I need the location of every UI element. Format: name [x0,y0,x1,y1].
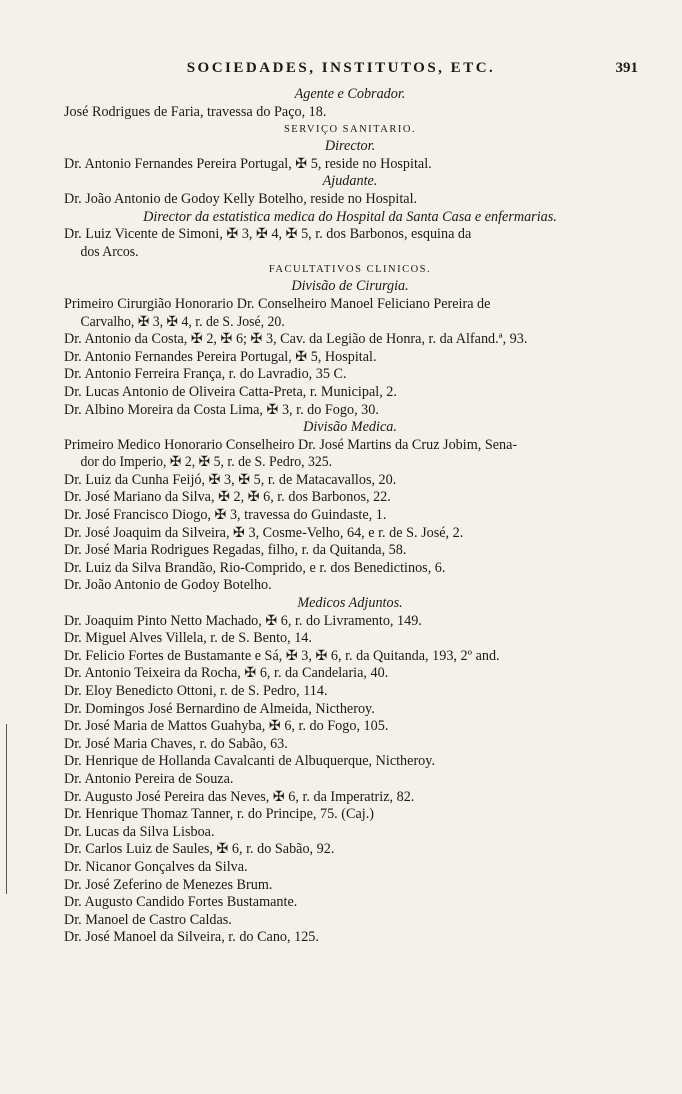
entry-line: Dr. José Francisco Diogo, ✠ 3, travessa do Guindaste, 1. [64,507,387,524]
directory-entry [64,226,636,261]
entry-line: Dr. Antonio da Costa, ✠ 2, ✠ 6; ✠ 3, Cav. da Legião de Honra, r. da Alfand.ª, 93. [64,331,528,348]
directory-entry [64,806,636,824]
entry-line: Dr. Luiz da Cunha Feijó, ✠ 3, ✠ 5, r. de Matacavallos, 20. [64,471,397,488]
entry-line: Dr. Luiz da Silva Brandão, Rio-Comprido, e r. dos Benedictinos, 6. [64,559,446,576]
entry-line: Primeiro Medico Honorario Conselheiro Dr. José Martins da Cruz Jobim, Sena- [64,436,518,453]
entry-line: Dr. José Mariano da Silva, ✠ 2, ✠ 6, r. dos Barbonos, 22. [64,489,391,506]
directory-entry [64,384,636,402]
entry-line: Dr. João Antonio de Godoy Botelho. [64,577,272,594]
directory-entry [64,542,636,560]
entry-line: Dr. José Maria Rodrigues Regadas, filho, r. da Quitanda, 58. [64,542,407,559]
directory-entry [64,191,636,209]
directory-entry [64,912,636,930]
running-title: SOCIEDADES, INSTITUTOS, ETC. [186,60,496,76]
directory-entry [64,894,636,912]
entry-line: Dr. Lucas da Silva Lisboa. [64,823,215,840]
section-heading: FACULTATIVOS CLINICOS. [268,264,432,276]
directory-entry [64,472,636,490]
entry-line: Dr. Manoel de Castro Caldas. [64,911,232,928]
entry-line: Dr. João Antonio de Godoy Kelly Botelho, reside no Hospital. [64,190,418,207]
directory-entry [64,489,636,507]
page-body [64,86,636,947]
section-heading: SERVIÇO SANITARIO. [283,124,417,136]
entry-line: Dr. José Manoel da Silveira, r. do Cano, 125. [64,929,319,946]
directory-entry [64,718,636,736]
entry-line: Dr. José Joaquim da Silveira, ✠ 3, Cosme-Velho, 64, e r. de S. José, 2. [64,524,464,541]
entry-line: Dr. José Zeferino de Menezes Brum. [64,876,273,893]
entry-line: Dr. Felicio Fortes de Bustamante e Sá, ✠ 3, ✠ 6, r. da Quitanda, 193, 2º and. [64,647,500,664]
directory-entry [64,771,636,789]
entry-line: Dr. José Maria de Mattos Guahyba, ✠ 6, r. do Fogo, 105. [64,718,389,735]
directory-entry [64,789,636,807]
directory-entry [64,366,636,384]
entry-line: Dr. Antonio Pereira de Souza. [64,770,234,787]
section-subheading: Ajudante. [322,173,378,190]
directory-entry [64,525,636,543]
section-subheading: Agente e Cobrador. [294,86,406,102]
directory-entry [64,736,636,754]
entry-line: Dr. Luiz Vicente de Simoni, ✠ 3, ✠ 4, ✠ 5, r. dos Barbonos, esquina da [64,226,472,243]
directory-entry [64,859,636,877]
entry-line: Dr. Antonio Fernandes Pereira Portugal, ✠ 5, reside no Hospital. [64,155,432,172]
entry-line: Dr. Domingos José Bernardino de Almeida, Nictheroy. [64,700,375,717]
entry-line: Carvalho, ✠ 3, ✠ 4, r. de S. José, 20. [80,313,285,330]
section-subheading: Director da estatistica medica do Hospital da Santa Casa e enfermarias. [143,208,557,225]
entry-line: Dr. Carlos Luiz de Saules, ✠ 6, r. do Sabão, 92. [64,841,335,858]
entry-line: Dr. Miguel Alves Villela, r. de S. Bento, 14. [64,630,312,647]
directory-entry [64,824,636,842]
directory-entry [64,577,636,595]
page-number: 391 [615,60,638,76]
directory-entry [64,753,636,771]
directory-entry [64,104,636,122]
directory-entry [64,648,636,666]
entry-line: Primeiro Cirurgião Honorario Dr. Conselheiro Manoel Feliciano Pereira de [64,295,491,312]
directory-entry [64,701,636,719]
directory-entry [64,877,636,895]
directory-entry [64,437,636,472]
entry-line: Dr. Joaquim Pinto Netto Machado, ✠ 6, r. do Livramento, 149. [64,612,422,629]
entry-line: Dr. Lucas Antonio de Oliveira Catta-Preta, r. Municipal, 2. [64,383,397,400]
entry-line: Dr. José Maria Chaves, r. do Sabão, 63. [64,735,288,752]
directory-entry [64,683,636,701]
directory-entry [64,630,636,648]
directory-entry [64,331,636,349]
entry-line: dor do Imperio, ✠ 2, ✠ 5, r. de S. Pedro, 325. [80,454,333,471]
directory-entry [64,156,636,174]
entry-line: Dr. Henrique Thomaz Tanner, r. do Principe, 75. (Caj.) [64,806,374,823]
directory-entry [64,349,636,367]
directory-entry [64,841,636,859]
entry-line: dos Arcos. [80,243,139,260]
section-subheading: Director. [324,138,376,155]
directory-entry [64,613,636,631]
directory-entry [64,507,636,525]
margin-mark [6,724,10,894]
section-subheading: Medicos Adjuntos. [297,595,403,612]
directory-entry [64,929,636,947]
page-header [0,58,682,80]
entry-line: Dr. Eloy Benedicto Ottoni, r. de S. Pedro, 114. [64,683,328,699]
section-subheading: Divisão Medica. [303,419,397,436]
directory-entry [64,296,636,331]
entry-line: Dr. Augusto José Pereira das Neves, ✠ 6, r. da Imperatriz, 82. [64,788,415,805]
directory-entry [64,560,636,578]
entry-line: Dr. Albino Moreira da Costa Lima, ✠ 3, r. do Fogo, 30. [64,401,379,418]
entry-line: Dr. Antonio Teixeira da Rocha, ✠ 6, r. da Candelaria, 40. [64,665,389,682]
entry-line: Dr. Antonio Fernandes Pereira Portugal, ✠ 5, Hospital. [64,348,377,365]
entry-line: Dr. Antonio Ferreira França, r. do Lavradio, 35 C. [64,366,347,383]
section-subheading: Divisão de Cirurgia. [291,278,409,295]
entry-line: Dr. Nicanor Gonçalves da Silva. [64,858,248,875]
entry-line: José Rodrigues de Faria, travessa do Paço, 18. [64,103,327,120]
entry-line: Dr. Henrique de Hollanda Cavalcanti de Albuquerque, Nictheroy. [64,753,435,770]
entry-line: Dr. Augusto Candido Fortes Bustamante. [64,894,298,911]
directory-entry [64,402,636,420]
directory-entry [64,665,636,683]
